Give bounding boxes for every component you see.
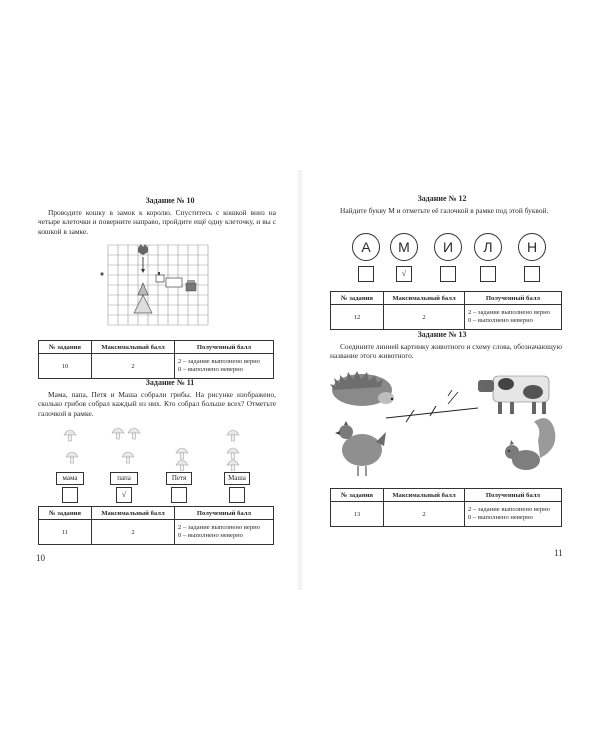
task13-text: Соедините линией картинку животного и схему слова, обозначающую название этого животного. (330, 342, 562, 361)
task11-text: Мама, папа, Петя и Маша собрали грибы. На рисунке изображено, сколько грибов собрал каждый из них. Кто собрал больше всех? Отметьте галочкой в рамке. (38, 390, 276, 418)
result-cell (175, 520, 274, 545)
header-received-score: Полученный балл (175, 341, 274, 354)
letter-circle-m: М (390, 233, 418, 261)
task-no-cell: 13 (331, 502, 384, 527)
result-correct: 2 – задание выполнено верно (468, 505, 550, 513)
result-incorrect: 0 – выполнено неверно (468, 514, 533, 521)
checkbox-m[interactable]: √ (396, 266, 412, 282)
letter-circle-n: Н (518, 233, 546, 261)
name-box-masha: Маша (224, 472, 250, 485)
task10-title: Задание № 10 (145, 196, 195, 205)
book-gutter (296, 170, 304, 590)
task11-title: Задание № 11 (145, 378, 195, 387)
letter-circle-a: А (352, 233, 380, 261)
checkbox-n[interactable] (524, 266, 540, 282)
page-number-right: 11 (554, 548, 563, 558)
result-incorrect: 0 – выполнено неверно (178, 532, 243, 539)
max-score-cell: 2 (384, 502, 465, 527)
maze-grid (98, 243, 218, 333)
header-max-score: Максимальный балл (384, 489, 465, 502)
task12-text: Найдите букву М и отметьте её галочкой в рамке под этой буквой. (340, 206, 549, 215)
task-no-cell: 12 (331, 305, 384, 330)
header-received-score: Полученный балл (465, 489, 562, 502)
header-max-score: Максимальный балл (384, 292, 465, 305)
score-table-11 (38, 506, 274, 545)
hen-image (335, 421, 386, 476)
squirrel-image (505, 418, 555, 470)
cat-icon (138, 244, 148, 255)
header-task-no: № задания (39, 507, 92, 520)
name-box-papa: папа (110, 472, 138, 485)
header-task-no: № задания (331, 489, 384, 502)
header-received-score: Полученный балл (175, 507, 274, 520)
score-table-10 (38, 340, 274, 379)
header-max-score: Максимальный балл (92, 507, 175, 520)
checkbox-l[interactable] (480, 266, 496, 282)
animals-illustration (328, 368, 564, 486)
checkbox-i[interactable] (440, 266, 456, 282)
task-no-cell: 10 (39, 354, 92, 379)
result-incorrect: 0 – выполнено неверно (178, 366, 243, 373)
max-score-cell: 2 (92, 520, 175, 545)
score-table-12 (330, 291, 562, 330)
result-incorrect: 0 – выполнено неверно (468, 317, 533, 324)
result-correct: 2 – задание выполнено верно (178, 523, 260, 531)
header-max-score: Максимальный балл (92, 341, 175, 354)
word-scheme (386, 390, 478, 422)
checkbox-petya[interactable] (171, 487, 187, 503)
name-box-mama: мама (56, 472, 84, 485)
result-cell (175, 354, 274, 379)
name-box-petya: Петя (166, 472, 192, 485)
cow-image (478, 376, 549, 414)
result-cell (465, 305, 562, 330)
task-no-cell: 11 (39, 520, 92, 545)
result-correct: 2 – задание выполнено верно (468, 308, 550, 316)
task13-title: Задание № 13 (417, 330, 467, 339)
mushrooms-illustration (48, 425, 273, 471)
result-cell (465, 502, 562, 527)
letter-circle-i: И (434, 233, 462, 261)
checkbox-a[interactable] (358, 266, 374, 282)
result-correct: 2 – задание выполнено верно (178, 357, 260, 365)
header-task-no: № задания (39, 341, 92, 354)
letter-circle-l: Л (474, 233, 502, 261)
task10-text: Проводите кошку в замок к королю. Спуститесь с кошкой вниз на четыре клеточки и поверните направо, пройдите ещё одну клеточку, и вы с кошкой в замке. (38, 208, 276, 236)
tower-icon (134, 283, 152, 313)
page-number-left: 10 (36, 553, 45, 563)
max-score-cell: 2 (384, 305, 465, 330)
checkbox-masha[interactable] (229, 487, 245, 503)
task12-title: Задание № 12 (417, 194, 467, 203)
header-task-no: № задания (331, 292, 384, 305)
checkbox-papa[interactable]: √ (116, 487, 132, 503)
header-received-score: Полученный балл (465, 292, 562, 305)
max-score-cell: 2 (92, 354, 175, 379)
castle-small-icon (156, 272, 164, 282)
score-table-13 (330, 488, 562, 527)
checkbox-mama[interactable] (62, 487, 78, 503)
hedgehog-image (330, 371, 394, 406)
